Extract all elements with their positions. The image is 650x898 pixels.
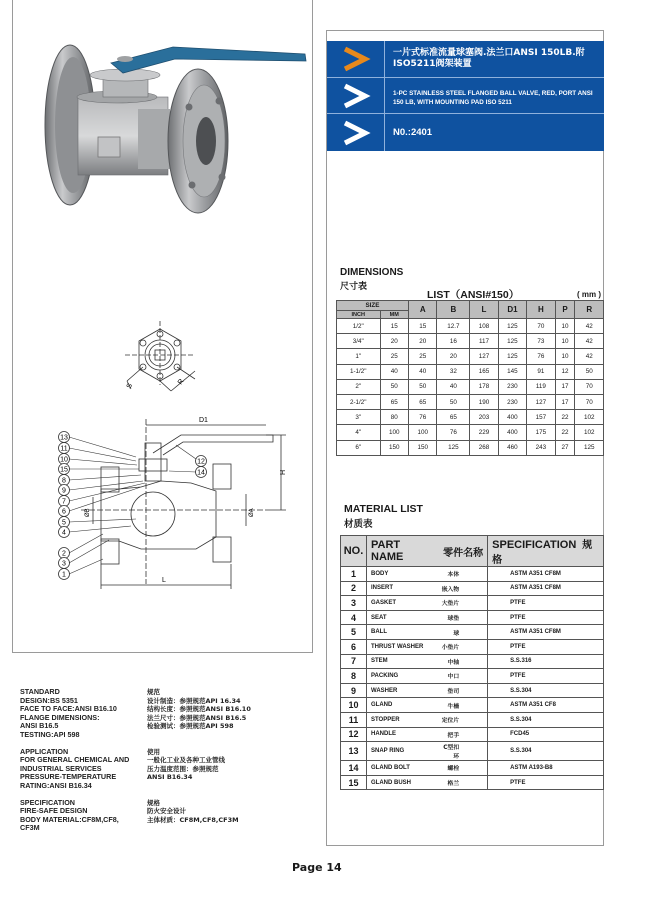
part-name: INSERT — [367, 581, 436, 596]
col-header-a: A — [408, 301, 436, 319]
col-header-part-name-zh: 零件名称 — [436, 536, 488, 567]
part-name-zh: 牛樯 — [436, 698, 488, 713]
callout-7 — [59, 483, 146, 507]
spec-line: BODY MATERIAL:CF8M,CF8, — [20, 814, 119, 824]
dimension-row — [337, 425, 604, 440]
part-name: HANDLE — [367, 727, 436, 742]
dim-label-s: S — [125, 382, 135, 390]
dimension-cell: 76 — [437, 425, 470, 440]
dimension-cell: 117 — [470, 334, 498, 349]
dimension-cell: 70 — [575, 394, 604, 409]
dimensions-table — [336, 300, 604, 456]
product-data-panel — [326, 30, 604, 846]
spec-line: 一般化工业及各种工业管线 — [147, 756, 225, 765]
part-specification: S.S.304 — [488, 742, 604, 761]
material-row — [341, 712, 604, 727]
callout-4 — [59, 526, 132, 538]
dimension-cell: 65 — [437, 410, 470, 425]
dim-label-h: H — [280, 469, 287, 475]
dim-label-a: ØA — [249, 508, 255, 517]
spec-line: 结构长度：参照规范ANSI B16.10 — [147, 705, 251, 714]
dimension-cell: 20 — [437, 349, 470, 364]
callout-14 — [169, 467, 207, 478]
part-name-zh: C型扣环 — [436, 742, 488, 761]
material-row — [341, 775, 604, 790]
dimension-cell: 40 — [380, 364, 408, 379]
svg-text:12: 12 — [197, 458, 205, 466]
spec-heading: STANDARD — [20, 687, 60, 696]
dimension-cell: 70 — [575, 379, 604, 394]
part-number: 10 — [341, 698, 367, 713]
spec-heading: 规范 — [147, 688, 160, 696]
col-header-d1: D1 — [498, 301, 526, 319]
dimension-cell: 125 — [498, 349, 526, 364]
part-number: 2 — [341, 581, 367, 596]
dimension-cell: 157 — [527, 410, 555, 425]
spec-line: CF3M — [20, 823, 40, 833]
spec-line: 检验测试：参照规范API 598 — [147, 722, 234, 731]
svg-text:4: 4 — [62, 529, 66, 537]
page-number: Page 14 — [292, 861, 342, 874]
product-title-en: 1-PC STAINLESS STEEL FLANGED BALL VALVE, RED, PORT ANSI 150 LB, WITH MOUNTING PAD ISO 5211 — [393, 90, 593, 106]
svg-text:6: 6 — [62, 508, 66, 516]
spec-line: FLANGE DIMENSIONS: — [20, 712, 100, 722]
part-name-zh: 嵌入物 — [436, 581, 488, 596]
dimension-cell: 32 — [437, 364, 470, 379]
dimension-cell: 4" — [337, 425, 381, 440]
dimension-cell: 100 — [380, 425, 408, 440]
spec-group-specification-zh — [147, 799, 297, 825]
dimension-cell: 2" — [337, 379, 381, 394]
dimension-cell: 25 — [380, 349, 408, 364]
col-header-mm: MM — [380, 311, 408, 319]
dimension-cell: 1-1/2" — [337, 364, 381, 379]
spec-line: PRESSURE-TEMPERATURE — [20, 772, 117, 782]
dimension-cell: 268 — [470, 440, 498, 455]
part-name: SEAT — [367, 610, 436, 625]
dimension-row — [337, 319, 604, 334]
part-name-zh: 定位片 — [436, 712, 488, 727]
dimension-cell: 460 — [498, 440, 526, 455]
spec-heading: SPECIFICATION — [20, 797, 75, 807]
dimension-cell: 125 — [498, 319, 526, 334]
spec-line: INDUSTRIAL SERVICES — [20, 763, 102, 773]
svg-text:2: 2 — [62, 550, 66, 558]
col-header-l: L — [470, 301, 498, 319]
part-specification: S.S.304 — [488, 683, 604, 698]
col-header-part-name: PART NAME — [367, 536, 436, 567]
part-number: 13 — [341, 742, 367, 761]
part-specification: PTFE — [488, 596, 604, 611]
material-row — [341, 567, 604, 582]
dimension-cell: 243 — [527, 440, 555, 455]
dimension-row — [337, 410, 604, 425]
part-specification: PTFE — [488, 610, 604, 625]
col-header-size: SIZE — [337, 301, 409, 311]
dimension-cell: 125 — [498, 334, 526, 349]
specs-chinese — [147, 688, 297, 832]
dimension-cell: 50 — [380, 379, 408, 394]
dimension-cell: 1" — [337, 349, 381, 364]
svg-text:1: 1 — [62, 571, 66, 579]
dimension-cell: 40 — [408, 364, 436, 379]
dimension-cell: 42 — [575, 334, 604, 349]
dimension-cell: 125 — [437, 440, 470, 455]
dimension-cell: 65 — [380, 394, 408, 409]
part-number: 12 — [341, 727, 367, 742]
spec-group-application-zh — [147, 748, 297, 791]
part-specification: S.S.316 — [488, 654, 604, 669]
spec-group-standard — [20, 688, 138, 740]
dimension-cell: 12.7 — [437, 319, 470, 334]
material-row — [341, 698, 604, 713]
dimension-cell: 22 — [555, 410, 575, 425]
dimension-cell: 91 — [527, 364, 555, 379]
dimension-row — [337, 379, 604, 394]
product-banner — [327, 41, 604, 151]
part-specification: ASTM A351 CF8M — [488, 625, 604, 640]
part-number: 5 — [341, 625, 367, 640]
material-list-heading: MATERIAL LIST — [344, 503, 423, 515]
dimension-cell: 145 — [498, 364, 526, 379]
part-name: STOPPER — [367, 712, 436, 727]
part-name-zh: 把手 — [436, 727, 488, 742]
part-number: 7 — [341, 654, 367, 669]
section-drawing — [41, 409, 303, 601]
dimension-cell: 100 — [408, 425, 436, 440]
part-number: 15 — [341, 775, 367, 790]
banner-row-chinese-title — [327, 41, 604, 78]
dimension-cell: 108 — [470, 319, 498, 334]
spec-line: 防火安全设计 — [147, 807, 186, 816]
spec-heading: APPLICATION — [20, 746, 69, 756]
dimension-cell: 178 — [470, 379, 498, 394]
part-name: WASHER — [367, 683, 436, 698]
material-row — [341, 639, 604, 654]
dimension-cell: 50 — [575, 364, 604, 379]
part-specification: S.S.304 — [488, 712, 604, 727]
dimension-cell: 22 — [555, 425, 575, 440]
part-name: GLAND BUSH — [367, 775, 436, 790]
chevron-right-icon — [339, 45, 371, 73]
dimension-cell: 17 — [555, 379, 575, 394]
model-number: N0.:2401 — [393, 127, 433, 138]
dimension-cell: 125 — [575, 440, 604, 455]
part-name-zh: 中轴 — [436, 654, 488, 669]
specs-english — [20, 688, 138, 841]
callout-5 — [59, 517, 137, 528]
spec-line: 设计制造：参照规范API 16.34 — [147, 696, 241, 705]
part-name-zh: 螺栓 — [436, 761, 488, 776]
spec-heading: 规格 — [147, 798, 160, 807]
dimension-cell: 175 — [527, 425, 555, 440]
spec-group-standard-zh — [147, 688, 297, 740]
spec-line: DESIGN:BS 5351 — [20, 695, 78, 705]
part-name: BODY — [367, 567, 436, 582]
part-name-zh: 中口 — [436, 669, 488, 684]
dimension-cell: 50 — [437, 394, 470, 409]
part-number: 3 — [341, 596, 367, 611]
dim-label-b: ØB — [85, 508, 91, 517]
col-header-p: P — [555, 301, 575, 319]
part-number: 14 — [341, 761, 367, 776]
dimension-cell: 3" — [337, 410, 381, 425]
part-number: 6 — [341, 639, 367, 654]
col-header-no: NO. — [341, 536, 367, 567]
svg-text:9: 9 — [62, 487, 66, 495]
spec-line: RATING:ANSI B16.34 — [20, 780, 92, 790]
spec-line: TESTING:API 598 — [20, 729, 80, 739]
spec-line: FOR GENERAL CHEMICAL AND — [20, 755, 130, 765]
dimension-cell: 80 — [380, 410, 408, 425]
spec-heading: 使用 — [147, 747, 160, 756]
dimension-cell: 40 — [437, 379, 470, 394]
col-header-b: B — [437, 301, 470, 319]
dimensions-heading: DIMENSIONS — [340, 267, 404, 278]
part-specification: ASTM A193-B8 — [488, 761, 604, 776]
dimension-cell: 76 — [527, 349, 555, 364]
part-name-zh: 球 — [436, 625, 488, 640]
dimension-cell: 127 — [470, 349, 498, 364]
spec-line: 压力温度范围：参照规范 — [147, 764, 219, 773]
svg-text:15: 15 — [60, 466, 68, 474]
part-specification: FCD45 — [488, 727, 604, 742]
dimension-cell: 102 — [575, 410, 604, 425]
svg-text:13: 13 — [60, 434, 68, 442]
dimension-cell: 12 — [555, 364, 575, 379]
part-specification: PTFE — [488, 669, 604, 684]
spec-line: 主体材质：CF8M,CF8,CF3M — [147, 815, 239, 824]
material-row — [341, 761, 604, 776]
part-name: GLAND — [367, 698, 436, 713]
spec-line: FACE TO FACE:ANSI B16.10 — [20, 704, 117, 714]
material-row — [341, 669, 604, 684]
part-name: SNAP RING — [367, 742, 436, 761]
dimension-cell: 17 — [555, 394, 575, 409]
callout-12 — [176, 445, 207, 467]
part-number: 8 — [341, 669, 367, 684]
dimension-cell: 76 — [408, 410, 436, 425]
col-header-r: R — [575, 301, 604, 319]
dimension-cell: 150 — [380, 440, 408, 455]
dimensions-unit: ( mm ) — [577, 290, 601, 299]
callout-13 — [59, 432, 137, 458]
part-number: 11 — [341, 712, 367, 727]
material-row — [341, 727, 604, 742]
material-row — [341, 654, 604, 669]
dimension-cell: 73 — [527, 334, 555, 349]
product-title-zh: 一片式标准流量球塞阀.法兰口ANSI 150LB.附ISO5211阀架装置 — [393, 48, 585, 69]
dim-label-r: R — [176, 377, 186, 387]
part-name: STEM — [367, 654, 436, 669]
callout-15 — [59, 464, 140, 475]
dimension-cell: 15 — [380, 319, 408, 334]
dimension-cell: 20 — [408, 334, 436, 349]
dim-label-l: L — [162, 577, 166, 584]
dimension-cell: 65 — [408, 394, 436, 409]
svg-text:11: 11 — [60, 445, 68, 453]
dimension-cell: 16 — [437, 334, 470, 349]
dimension-cell: 203 — [470, 410, 498, 425]
part-number: 1 — [341, 567, 367, 582]
callout-10 — [59, 454, 138, 466]
chevron-right-icon — [339, 119, 371, 147]
part-name: GLAND BOLT — [367, 761, 436, 776]
dimension-cell: 229 — [470, 425, 498, 440]
part-name: BALL — [367, 625, 436, 640]
part-number: 4 — [341, 610, 367, 625]
part-name-zh: 大垫片 — [436, 596, 488, 611]
dimension-cell: 230 — [498, 379, 526, 394]
dimensions-heading-zh: 尺寸表 — [340, 282, 368, 292]
dimension-cell: 102 — [575, 425, 604, 440]
dimension-cell: 27 — [555, 440, 575, 455]
valve-photo — [13, 0, 313, 239]
material-list-heading-zh: 材质表 — [344, 519, 373, 530]
svg-text:8: 8 — [62, 477, 66, 485]
part-name-zh: 球垫 — [436, 610, 488, 625]
svg-text:14: 14 — [197, 469, 205, 477]
dimension-cell: 15 — [408, 319, 436, 334]
part-name: THRUST WASHER — [367, 639, 436, 654]
spec-header-en: SPECIFICATION — [492, 539, 577, 551]
part-specification: ASTM A351 CF8M — [488, 567, 604, 582]
svg-text:10: 10 — [60, 456, 68, 464]
dimension-cell: 10 — [555, 349, 575, 364]
dimension-cell: 70 — [527, 319, 555, 334]
dimension-cell: 119 — [527, 379, 555, 394]
part-name: PACKING — [367, 669, 436, 684]
dimension-row — [337, 394, 604, 409]
part-number: 9 — [341, 683, 367, 698]
col-header-h: H — [527, 301, 555, 319]
dimension-cell: 25 — [408, 349, 436, 364]
part-name-zh: 本体 — [436, 567, 488, 582]
dimension-row — [337, 364, 604, 379]
part-name: GASKET — [367, 596, 436, 611]
dim-label-d1: D1 — [199, 417, 208, 424]
dimension-cell: 400 — [498, 410, 526, 425]
part-specification: PTFE — [488, 775, 604, 790]
svg-text:5: 5 — [62, 519, 66, 527]
material-row — [341, 581, 604, 596]
spec-line: 法兰尺寸：参照规范ANSI B16.5 — [147, 713, 247, 722]
svg-text:3: 3 — [62, 560, 66, 568]
col-header-specification — [488, 536, 604, 567]
material-row — [341, 625, 604, 640]
spec-group-specification — [20, 799, 138, 833]
svg-text:7: 7 — [62, 498, 66, 506]
part-specification: ASTM A351 CF8M — [488, 581, 604, 596]
col-header-inch: INCH — [337, 311, 381, 319]
spec-group-application — [20, 748, 138, 791]
material-table — [340, 535, 604, 790]
product-illustration-panel — [12, 0, 313, 653]
part-name-zh: 格兰 — [436, 775, 488, 790]
material-row — [341, 683, 604, 698]
callout-6 — [59, 487, 142, 517]
dimension-cell: 10 — [555, 319, 575, 334]
material-row — [341, 610, 604, 625]
dimension-cell: 2-1/2" — [337, 394, 381, 409]
dimension-row — [337, 440, 604, 455]
dimension-cell: 42 — [575, 319, 604, 334]
banner-row-english-title — [327, 78, 604, 114]
front-view-drawing — [113, 319, 213, 401]
dimension-row — [337, 334, 604, 349]
dimension-cell: 6" — [337, 440, 381, 455]
dimension-cell: 127 — [527, 394, 555, 409]
dimension-row — [337, 349, 604, 364]
dimension-cell: 230 — [498, 394, 526, 409]
spec-line: ANSI B16.5 — [20, 721, 59, 731]
spec-line: FIRE-SAFE DESIGN — [20, 806, 88, 816]
part-specification: ASTM A351 CF8 — [488, 698, 604, 713]
dimension-cell: 50 — [408, 379, 436, 394]
dimension-cell: 3/4" — [337, 334, 381, 349]
material-row — [341, 742, 604, 761]
part-name-zh: 垫司 — [436, 683, 488, 698]
dimension-cell: 400 — [498, 425, 526, 440]
dimension-cell: 1/2" — [337, 319, 381, 334]
material-row — [341, 596, 604, 611]
part-specification: PTFE — [488, 639, 604, 654]
dimension-cell: 150 — [408, 440, 436, 455]
callout-8 — [59, 475, 142, 486]
dimension-cell: 165 — [470, 364, 498, 379]
chevron-right-icon — [339, 82, 371, 110]
dimension-cell: 42 — [575, 349, 604, 364]
part-name-zh: 小垫片 — [436, 639, 488, 654]
spec-header-zh: 规格 — [492, 540, 593, 566]
dimension-cell: 10 — [555, 334, 575, 349]
spec-line: ANSI B16.34 — [147, 773, 193, 782]
dimension-cell: 190 — [470, 394, 498, 409]
banner-row-model — [327, 114, 604, 151]
dimensions-list-title: LIST（ANSI#150） — [427, 289, 520, 301]
dimension-cell: 20 — [380, 334, 408, 349]
